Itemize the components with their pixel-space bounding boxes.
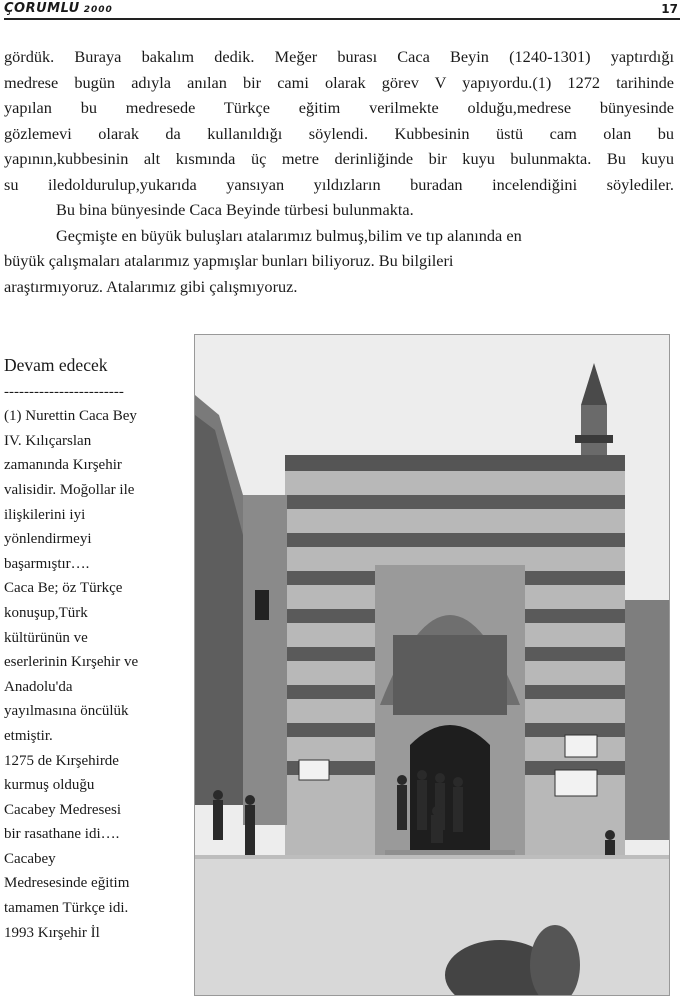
body-line: araştırmıyoruz. Atalarımız gibi çalışmıyoruz.	[4, 276, 298, 296]
body-paragraph: Bu bina bünyesinde Caca Beyinde türbesi bulunmakta.	[56, 200, 414, 219]
footnote-line: Cacabey Medresesi	[4, 801, 122, 818]
footnote-sidebar	[4, 353, 190, 945]
footnote-line: Cacabey	[4, 850, 56, 867]
footnote-line: Medresesinde eğitim	[4, 875, 130, 892]
page-number: 17	[661, 2, 678, 16]
body-line: gördük. Buraya bakalım dedik. Meğer burası Caca Beyin (1240-1301) yaptırdığı	[4, 47, 674, 66]
footnote-line: zamanında Kırşehir	[4, 457, 122, 474]
footnote-line: yayılmasına öncülük	[4, 703, 129, 720]
body-line: yapılan bu medresede Türkçe eğitim verilmekte olduğu,medrese bünyesinde	[4, 98, 674, 117]
footnote-line: Caca Be; öz Türkçe	[4, 580, 123, 597]
page-header	[4, 0, 680, 20]
footnote-line: 1993 Kırşehir İl	[4, 924, 100, 941]
magazine-year: 2000	[83, 5, 113, 15]
footnote-line: yönlendirmeyi	[4, 531, 92, 548]
footnote-line: bir rasathane idi….	[4, 826, 120, 843]
footnote-divider: ------------------------	[4, 383, 124, 400]
footnote-line: ilişkilerini iyi	[4, 506, 86, 523]
footnote-line: valisidir. Moğollar ile	[4, 481, 135, 498]
magazine-title: ÇORUMLU 2000	[4, 1, 113, 16]
footnote-line: konuşup,Türk	[4, 604, 88, 621]
footnote-line: IV. Kılıçarslan	[4, 432, 92, 449]
footnote-line: kurmuş olduğu	[4, 777, 95, 794]
article-body	[4, 44, 674, 299]
footnote-line: başarmıştır….	[4, 555, 90, 572]
footnote-line: 1275 de Kırşehirde	[4, 752, 119, 769]
continued-label: Devam edecek	[4, 355, 108, 375]
body-line: büyük çalışmaları atalarımız yapmışlar bunları biliyoruz. Bu bilgileri	[4, 251, 454, 270]
body-line: medrese bugün adıyla anılan bir cami olarak görev V yapıyordu.(1) 1272 tarihinde	[4, 72, 674, 92]
body-line: Geçmişte en büyük buluşları atalarımız bulmuş,bilim ve tıp alanında en	[56, 225, 522, 245]
footnote-line: Anadolu'da	[4, 678, 73, 695]
footnote-line: tamamen Türkçe idi.	[4, 900, 129, 917]
body-line: yapının,kubbesinin alt kısmında üç metre derinliğinde bir kuyu bulunmakta. Bu kuyu	[4, 149, 674, 168]
body-line: su iledoldurulup,yukarıda yansıyan yıldızların buradan incelendiğini söylediler.	[4, 174, 674, 194]
footnote-line: etmiştir.	[4, 727, 53, 744]
footnote-line: kültürünün ve	[4, 629, 88, 646]
footnote-line: eserlerinin Kırşehir ve	[4, 654, 139, 671]
footnote-line: (1) Nurettin Caca Bey	[4, 408, 137, 425]
body-line: gözlemevi olarak da kullanıldığı söylendi. Kubbesinin üstü cam olan bu	[4, 123, 674, 143]
mosque-portal-photo	[194, 334, 670, 996]
